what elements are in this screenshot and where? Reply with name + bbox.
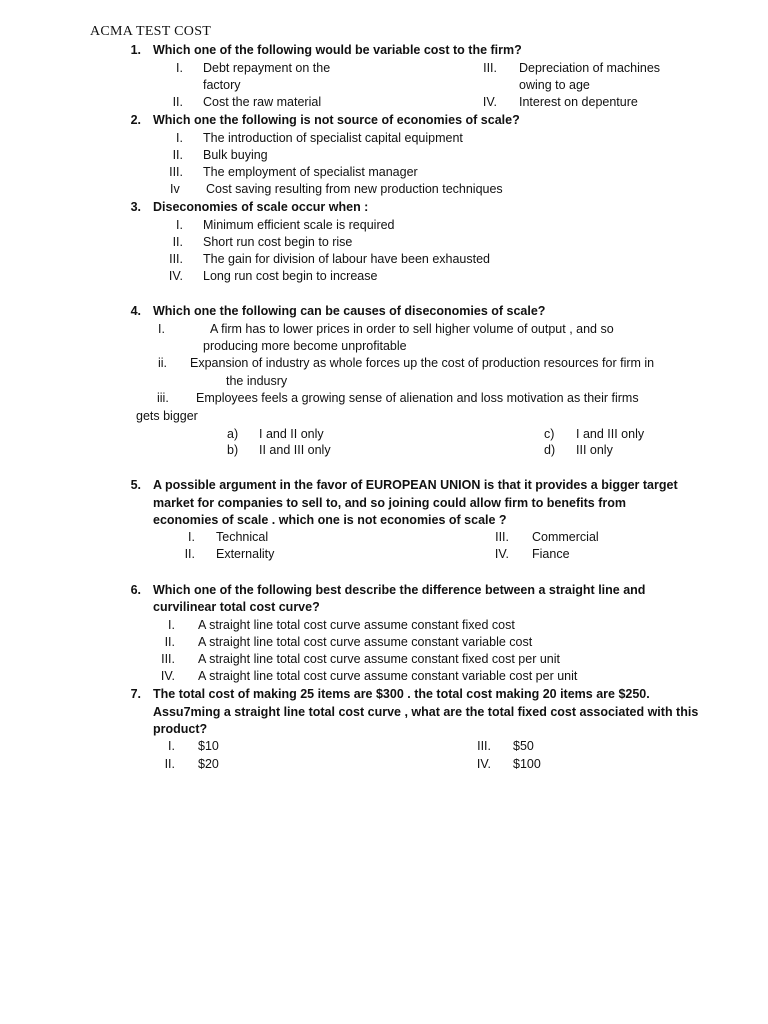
option-marker: III. <box>169 165 183 179</box>
option-text: The introduction of specialist capital equipment <box>203 131 463 145</box>
option-marker: IV. <box>476 757 491 771</box>
question-number: 4. <box>130 304 141 318</box>
option-marker: Iv <box>170 182 180 196</box>
option-text: Cost saving resulting from new production techniques <box>206 182 503 196</box>
option-text: Bulk buying <box>203 148 268 162</box>
question-text: Which one the following can be causes of diseconomies of scale? <box>153 304 546 318</box>
question-text: The total cost of making 25 items are $300 . the total cost making 20 items are $250. <box>153 687 650 701</box>
option-marker: IV. <box>494 547 509 561</box>
option-marker: I. <box>188 530 195 544</box>
option-marker: I. <box>168 739 175 753</box>
option-marker: I. <box>158 322 165 336</box>
option-marker: I. <box>168 618 175 632</box>
option-marker: IV. <box>160 669 175 683</box>
option-marker: II. <box>172 95 183 109</box>
question-text: A possible argument in the favor of EUROPEAN UNION is that it provides a bigger target <box>153 478 678 492</box>
statement-text: A firm has to lower prices in order to sell higher volume of output , and so <box>210 322 614 336</box>
option-text: Interest on depenture <box>519 95 638 109</box>
option-marker: III. <box>161 652 175 666</box>
option-text: A straight line total cost curve assume constant fixed cost per unit <box>198 652 560 666</box>
question-number: 5. <box>130 478 141 492</box>
option-marker: IV. <box>168 269 183 283</box>
option-text: Externality <box>216 547 275 561</box>
document-title: ACMA TEST COST <box>90 24 212 39</box>
option-text: owing to age <box>519 78 590 92</box>
option-marker: I. <box>176 218 183 232</box>
question-number: 6. <box>130 583 141 597</box>
question-text: Diseconomies of scale occur when : <box>153 200 369 214</box>
option-text: Fiance <box>532 547 570 561</box>
option-text: Minimum efficient scale is required <box>203 218 395 232</box>
option-text: A straight line total cost curve assume constant fixed cost <box>198 618 515 632</box>
statement-text: gets bigger <box>136 409 198 423</box>
question-text: curvilinear total cost curve? <box>153 600 320 614</box>
option-marker: III. <box>169 252 183 266</box>
question-number: 7. <box>130 687 141 701</box>
option-marker: iii. <box>157 391 169 405</box>
question-number: 2. <box>130 113 141 127</box>
option-marker: II. <box>164 635 175 649</box>
question-text: product? <box>153 722 208 736</box>
option-marker: d) <box>544 443 556 457</box>
question-text: market for companies to sell to, and so joining could allow firm to benefits from <box>153 496 626 510</box>
option-text: Long run cost begin to increase <box>203 269 378 283</box>
option-text: I and II only <box>259 427 324 441</box>
option-marker: II. <box>164 757 175 771</box>
option-marker: II. <box>184 547 195 561</box>
option-marker: b) <box>227 443 239 457</box>
option-text: Short run cost begin to rise <box>203 235 353 249</box>
question-number: 1. <box>130 43 141 57</box>
option-text: A straight line total cost curve assume constant variable cost <box>198 635 533 649</box>
statement-text: Expansion of industry as whole forces up the cost of production resources for firm in <box>190 356 655 370</box>
option-text: III only <box>576 443 613 457</box>
option-text: $50 <box>513 739 534 753</box>
option-text: $10 <box>198 739 219 753</box>
option-marker: I. <box>176 131 183 145</box>
option-text: The employment of specialist manager <box>203 165 418 179</box>
statement-text: producing more become unprofitable <box>203 339 407 353</box>
option-text: $20 <box>198 757 219 771</box>
option-marker: II. <box>172 235 183 249</box>
option-marker: c) <box>544 427 555 441</box>
question-text: economies of scale . which one is not economies of scale ? <box>153 513 507 527</box>
option-marker: ii. <box>158 356 168 370</box>
question-text: Which one of the following best describe the difference between a straight line and <box>153 583 646 597</box>
question-number: 3. <box>130 200 141 214</box>
option-marker: II. <box>172 148 183 162</box>
option-text: A straight line total cost curve assume constant variable cost per unit <box>198 669 578 683</box>
option-marker: III. <box>495 530 509 544</box>
option-text: The gain for division of labour have been exhausted <box>203 252 490 266</box>
option-marker: I. <box>176 61 183 75</box>
option-text: factory <box>203 78 241 92</box>
option-text: $100 <box>513 757 541 771</box>
option-text: Commercial <box>532 530 599 544</box>
option-text: II and III only <box>259 443 331 457</box>
option-text: Debt repayment on the <box>203 61 331 75</box>
option-text: Depreciation of machines <box>519 61 661 75</box>
option-marker: III. <box>483 61 497 75</box>
question-text: Assu7ming a straight line total cost curve , what are the total fixed cost associated with this <box>153 705 699 719</box>
option-marker: III. <box>477 739 491 753</box>
statement-text: Employees feels a growing sense of alienation and loss motivation as their firms <box>196 391 639 405</box>
option-text: Technical <box>216 530 269 544</box>
option-marker: a) <box>227 427 239 441</box>
question-text: Which one the following is not source of economies of scale? <box>153 113 520 127</box>
question-text: Which one of the following would be variable cost to the firm? <box>153 43 522 57</box>
option-marker: IV. <box>482 95 497 109</box>
statement-text: the indusry <box>226 374 288 388</box>
option-text: Cost the raw material <box>203 95 322 109</box>
option-text: I and III only <box>576 427 645 441</box>
